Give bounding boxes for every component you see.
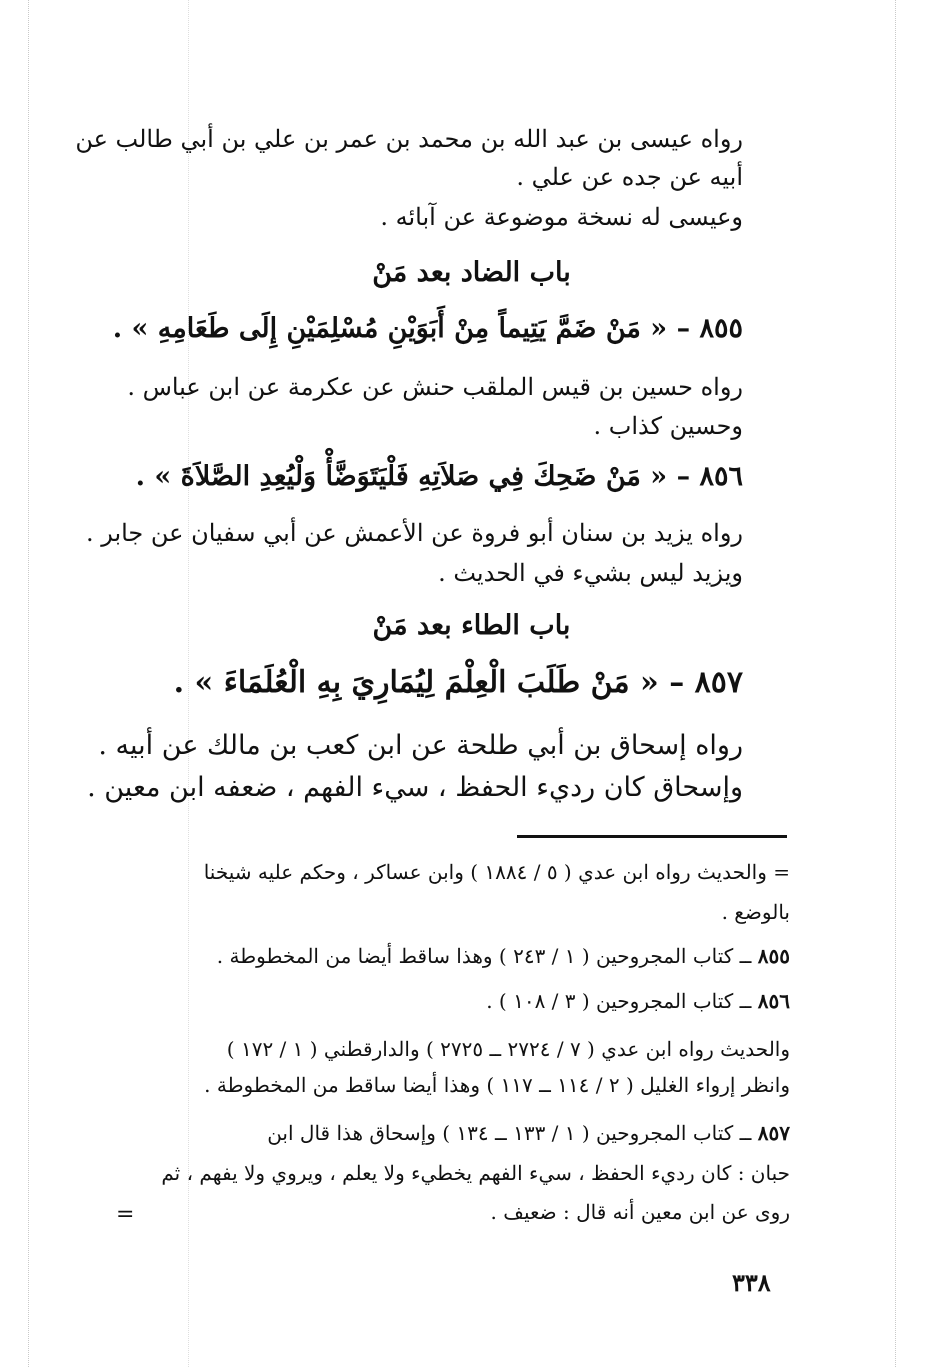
hadith-entry (112, 313, 743, 345)
hadith-number: ٨٥٦ (699, 461, 743, 492)
footnote-line: حبان : كان رديء الحفظ ، سيء الفهم يخطيء ولا يعلم ، ويروي ولا يفهم ، ثم (161, 1161, 790, 1185)
commentary-line: رواه يزيد بن سنان أبو فروة عن الأعمش عن أبي سفيان عن جابر . (85, 519, 743, 547)
commentary-line: رواه حسين بن قيس الملقب حنش عن عكرمة عن ابن عباس . (127, 373, 743, 401)
footnote-number: ٨٥٦ (757, 989, 790, 1013)
hadith-text: « مَنْ طَلَبَ الْعِلْمَ لِيُمَارِيَ بِهِ الْعُلَمَاءَ » . (173, 665, 659, 700)
hadith-text: « مَنْ ضَمَّ يَتِيماً مِنْ أَبَوَيْنِ مُسْلِمَيْنِ إِلَى طَعَامِهِ » . (112, 313, 668, 344)
commentary-line: رواه إسحاق بن أبي طلحة عن ابن كعب بن مالك عن أبيه . (98, 730, 743, 761)
scan-edge-left (28, 0, 29, 1367)
section-heading: باب الطاء بعد مَنْ (372, 610, 571, 641)
main-line: أبيه عن جده عن علي . (516, 163, 743, 191)
hadith-entry (123, 665, 743, 701)
commentary-line: ويزيد ليس بشيء في الحديث . (438, 559, 743, 587)
page-number: ٣٣٨ (732, 1268, 771, 1297)
footnote-text: ــ كتاب المجروحين ( ٣ / ١٠٨ ) . (486, 989, 752, 1013)
continuation-mark: = (116, 1202, 135, 1227)
footnote-line: بالوضع . (721, 900, 790, 924)
main-line: وعيسى له نسخة موضوعة عن آبائه . (380, 203, 743, 231)
footnote-line: وانظر إرواء الغليل ( ٢ / ١١٤ ــ ١١٧ ) وهذا أيضا ساقط من المخطوطة . (204, 1073, 790, 1097)
footnote-divider (517, 835, 787, 838)
footnote-entry (110, 1121, 790, 1145)
footnote-line: والحديث رواه ابن عدي ( ٧ / ٢٧٢٤ ــ ٢٧٢٥ ) والدارقطني ( ١ / ١٧٢ ) (226, 1037, 790, 1061)
hadith-dash: – (667, 313, 691, 344)
hadith-number: ٨٥٧ (694, 665, 743, 700)
scan-edge-right (895, 0, 896, 1367)
footnote-number: ٨٥٥ (757, 944, 790, 968)
footnote-entry (110, 944, 790, 968)
hadith-dash: – (667, 461, 691, 492)
footnote-number: ٨٥٧ (757, 1121, 790, 1145)
hadith-text: « مَنْ ضَحِكَ فِي صَلاَتِهِ فَلْيَتَوَضَّأْ وَلْيُعِدِ الصَّلاَةَ » . (135, 461, 668, 492)
commentary-line: وإسحاق كان رديء الحفظ ، سيء الفهم ، ضعفه ابن معين . (87, 772, 743, 803)
hadith-number: ٨٥٥ (699, 313, 743, 344)
main-line: رواه عيسى بن عبد الله بن محمد بن عمر بن علي بن أبي طالب عن (75, 125, 743, 153)
commentary-line: وحسين كذاب . (593, 412, 743, 440)
footnote-text: ــ كتاب المجروحين ( ١ / ٢٤٣ ) وهذا ساقط أيضا من المخطوطة . (216, 944, 752, 968)
section-heading: باب الضاد بعد مَنْ (372, 257, 571, 288)
footnote-text: ــ كتاب المجروحين ( ١ / ١٣٣ ــ ١٣٤ ) وإسحاق هذا قال ابن (267, 1121, 752, 1145)
footnote-line: روى عن ابن معين أنه قال : ضعيف . (490, 1200, 790, 1224)
hadith-entry (123, 461, 743, 493)
footnote-line: = والحديث رواه ابن عدي ( ٥ / ١٨٨٤ ) وابن عساكر ، وحكم عليه شيخنا (203, 860, 790, 884)
footnote-entry (110, 989, 790, 1013)
hadith-dash: – (658, 665, 685, 700)
